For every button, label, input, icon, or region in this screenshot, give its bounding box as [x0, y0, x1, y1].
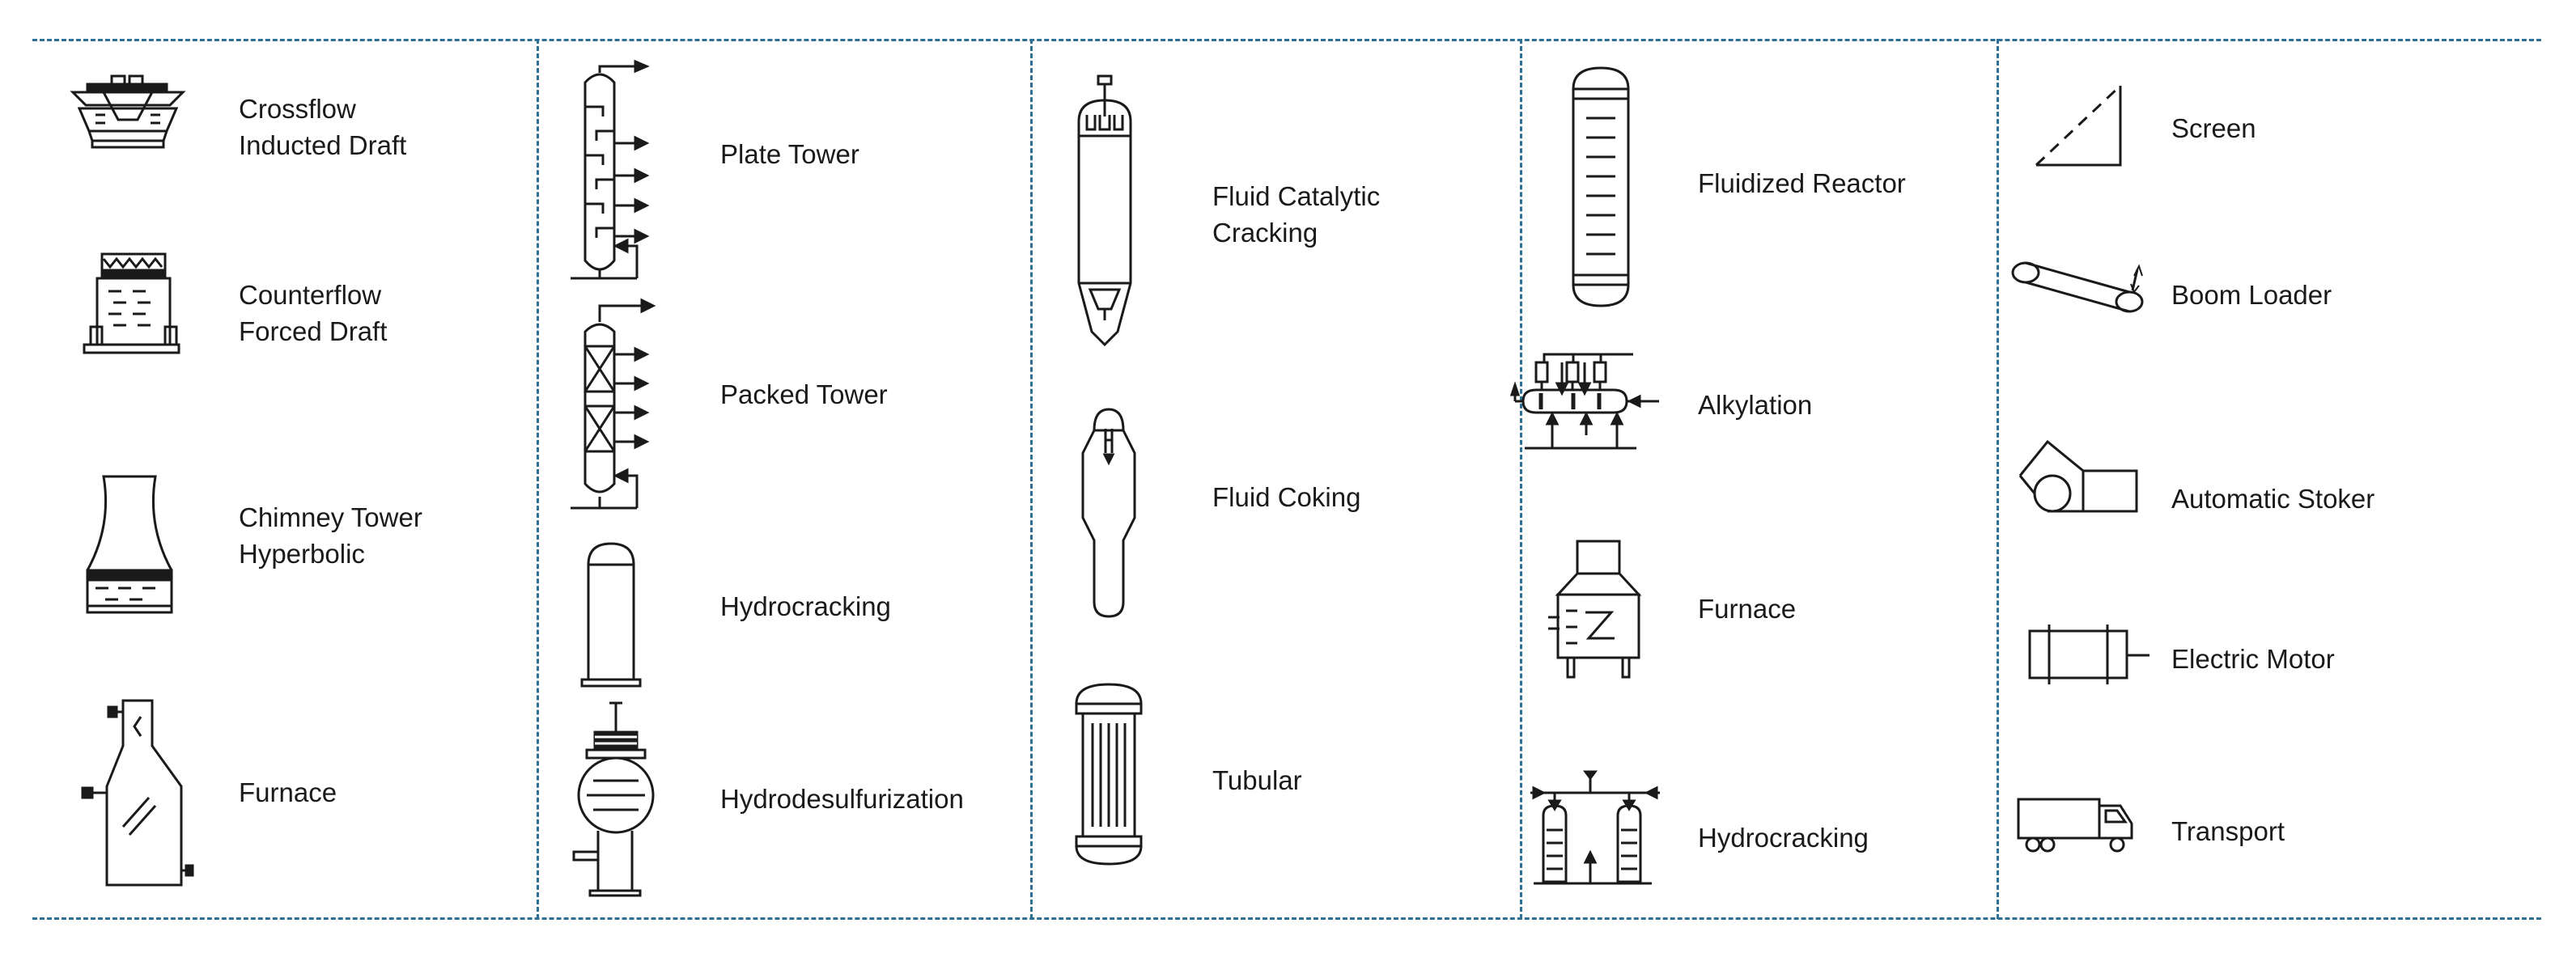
column-divider	[1030, 39, 1033, 919]
fluidized-reactor-icon	[1560, 65, 1641, 311]
electric-motor-icon	[2023, 623, 2153, 688]
item-label: Packed Tower	[720, 379, 888, 409]
tubular-icon	[1068, 680, 1149, 870]
item-label: Fluidized Reactor	[1698, 168, 1906, 198]
crossflow-inducted-draft-icon	[71, 73, 185, 162]
top-divider	[32, 39, 2541, 41]
furnace-icon	[81, 697, 194, 891]
fluid-catalytic-cracking-icon	[1072, 73, 1137, 352]
column-divider	[1997, 39, 1999, 919]
transport-truck-icon	[2015, 794, 2145, 855]
item-label: Furnace	[239, 777, 337, 807]
furnace-reactor-icon	[1542, 538, 1647, 688]
boom-loader-icon	[2011, 255, 2153, 320]
hydrodesulfurization-icon	[562, 700, 668, 898]
item-label: Crossflow Inducted Draft	[239, 94, 407, 160]
automatic-stoker-icon	[2015, 435, 2141, 516]
screen-icon	[2031, 81, 2128, 170]
fluid-coking-icon	[1076, 404, 1141, 623]
chimney-tower-hyperbolic-icon	[81, 473, 178, 619]
item-label: Hydrocracking	[1698, 823, 1869, 853]
item-label: Plate Tower	[720, 139, 859, 169]
hydrocracking-vessel-icon	[579, 540, 651, 690]
item-label: Boom Loader	[2171, 280, 2332, 310]
item-label: Chimney Tower Hyperbolic	[239, 502, 422, 569]
hydrocracking-reactor-icon	[1526, 769, 1663, 890]
plate-tower-icon	[562, 66, 676, 285]
counterflow-forced-draft-icon	[81, 251, 182, 364]
bottom-divider	[32, 917, 2541, 920]
column-divider	[537, 39, 539, 919]
item-label: Fluid Coking	[1212, 482, 1361, 512]
item-label: Automatic Stoker	[2171, 484, 2375, 514]
packed-tower-icon	[562, 299, 676, 514]
item-label: Alkylation	[1698, 390, 1813, 420]
item-label: Furnace	[1698, 594, 1797, 624]
item-label: Fluid Catalytic Cracking	[1212, 181, 1381, 248]
item-label: Hydrodesulfurization	[720, 784, 964, 814]
column-divider	[1520, 39, 1522, 919]
item-label: Screen	[2171, 113, 2256, 143]
item-label: Transport	[2171, 816, 2285, 846]
item-label: Hydrocracking	[720, 591, 891, 621]
item-label: Counterflow Forced Draft	[239, 280, 388, 346]
alkylation-icon	[1512, 346, 1674, 455]
item-label: Tubular	[1212, 765, 1302, 795]
item-label: Electric Motor	[2171, 644, 2335, 674]
